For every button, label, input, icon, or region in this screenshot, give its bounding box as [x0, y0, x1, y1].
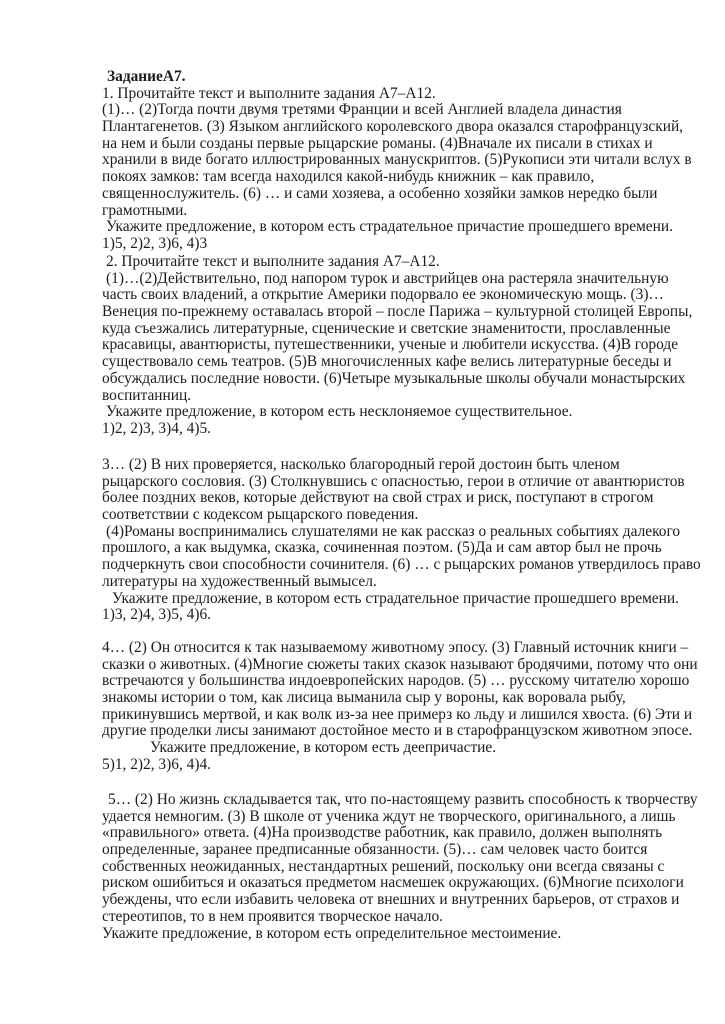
- text-line: 1)5, 2)2, 3)6, 4)3: [102, 234, 208, 252]
- text-line: риском ошибиться и оказаться предметом насмешек окружающих. (6)Многие психологи: [102, 874, 684, 892]
- task-block-1: [102, 69, 702, 253]
- text-line: собственных неожиданных, нестандартных решений, поскольку они всегда связаны с: [102, 857, 665, 875]
- text-line: 1)3, 2)4, 3)5, 4)6.: [102, 606, 211, 624]
- text-line: священнослужитель. (6) … и сами хозяева, а особенно хозяйки замков нередко были: [102, 184, 658, 202]
- text-line: (1)…(2)Действительно, под напором турок и австрийцев она растеряла значительную: [106, 269, 669, 287]
- text-line: 1)2, 2)3, 3)4, 4)5.: [102, 419, 211, 437]
- text-line: 4… (2) Он относится к так называемому животному эпосу. (3) Главный источник книги –: [102, 639, 689, 656]
- text-line: 5… (2) Но жизнь складывается так, что по-настоящему развить способность к творчеству: [108, 791, 698, 808]
- text-line: сказки о животных. (4)Многие сюжеты таких сказок называют бродячими, потому что они: [102, 655, 698, 673]
- text-line: Плантагенетов. (3) Языком английского королевского двора оказался старофранцузский,: [102, 118, 684, 136]
- text-line: Венеция по-прежнему оставалась второй – после Парижа – культурной столицей Европы,: [102, 303, 693, 321]
- text-line: литературы на художественный вымысел.: [102, 572, 377, 590]
- text-line: более поздних веков, которые действуют на свой страх и риск, поступают в строгом: [102, 489, 654, 507]
- text-line: стереотипов, то в нем проявится творческое начало.: [102, 907, 444, 925]
- text-line: 3… (2) В них проверяется, насколько благородный герой достоин быть членом: [102, 456, 620, 473]
- text-line: куда съезжались литературные, сценические и светские знаменитости, прославленные: [102, 319, 671, 337]
- task-block-5: [102, 792, 702, 942]
- text-line: знакомы истории о том, как лисица выманила сыр у вороны, как воровала рыбу,: [102, 689, 626, 707]
- text-line: подчеркнуть свои способности сочинителя. (6) … с рыцарских романов утвердилось право: [102, 556, 701, 574]
- text-line: встречаются у большинства индоевропейских народов. (5) … русскому читателю хорошо: [102, 672, 690, 690]
- text-line: хранили в виде богато иллюстрированных манускриптов. (5)Рукописи эти читали вслух в: [102, 151, 692, 169]
- text-line: прошлого, а как выдумка, сказка, сочиненная поэтом. (5)Да и сам автор был не прочь: [102, 539, 662, 557]
- text-line: часть своих владений, а открытие Америки подорвало ее экономическую мощь. (3)…: [102, 286, 664, 304]
- text-line: другие проделки лисы занимают достойное место и в старофранцузском животном эпосе.: [102, 722, 693, 740]
- text-line: Укажите предложение, в котором есть определительное местоимение.: [102, 924, 562, 942]
- text-line: убеждены, что если избавить человека от внешних и внутренних барьеров, от страхов и: [102, 891, 680, 909]
- text-line: прикинувшись мертвой, и как волк из-за нее примерз ко льду и лишился хвоста. (6) Эти и: [102, 705, 693, 723]
- text-line: Укажите предложение, в котором есть страдательное причастие прошедшего времени.: [112, 589, 679, 607]
- text-line: 1. Прочитайте текст и выполните задания А7–А12.: [102, 84, 436, 102]
- text-line: «правильного» ответа. (4)На производстве работник, как правило, должен выполнять: [102, 824, 663, 842]
- text-line: существовало семь театров. (5)В многочисленных кафе велись литературные беседы и: [102, 353, 672, 371]
- text-line: определенные, заранее предписанные обязанности. (5)… сам человек часто боится: [102, 841, 648, 859]
- text-line: Укажите предложение, в котором есть деепричастие.: [150, 739, 497, 757]
- text-line: удается немногим. (3) В школе от ученика ждут не творческого, оригинального, а лишь: [102, 807, 676, 825]
- text-line: грамотными.: [102, 201, 188, 219]
- task-block-4: [102, 640, 702, 774]
- text-line: Укажите предложение, в котором есть несклоняемое существительное.: [106, 403, 573, 421]
- text-line: (4)Романы воспринимались слушателями не как рассказ о реальных событиях далекого: [106, 522, 681, 540]
- text-line: на нем и были созданы первые рыцарские романы. (4)Вначале их писали в стихах и: [102, 134, 653, 152]
- text-line: покоях замков: там всегда находился какой-нибудь книжник – как правило,: [102, 168, 595, 186]
- task-block-3: [102, 457, 702, 624]
- text-line: соответствии с кодексом рыцарского поведения.: [102, 506, 419, 524]
- text-line: Укажите предложение, в котором есть страдательное причастие прошедшего времени.: [106, 218, 673, 236]
- task-block-2: [102, 254, 702, 438]
- text-line: красавицы, авантюристы, путешественники, ученые и любители искусства. (4)В городе: [102, 336, 679, 354]
- text-line: 5)1, 2)2, 3)6, 4)4.: [102, 755, 211, 773]
- text-line: обсуждались последние новости. (6)Четыре музыкальные школы обучали монастырских: [102, 369, 686, 387]
- text-line: рыцарского сословия. (3) Столкнувшись с опасностью, герои в отличие от авантюристов: [102, 472, 685, 490]
- text-line: 2. Прочитайте текст и выполните задания А7–А12.: [106, 253, 440, 270]
- text-line: воспитанниц.: [102, 386, 192, 404]
- document-title: ЗаданиеА7.: [107, 68, 186, 85]
- text-line: (1)… (2)Тогда почти двумя третями Франции и всей Англией владела династия: [102, 101, 622, 119]
